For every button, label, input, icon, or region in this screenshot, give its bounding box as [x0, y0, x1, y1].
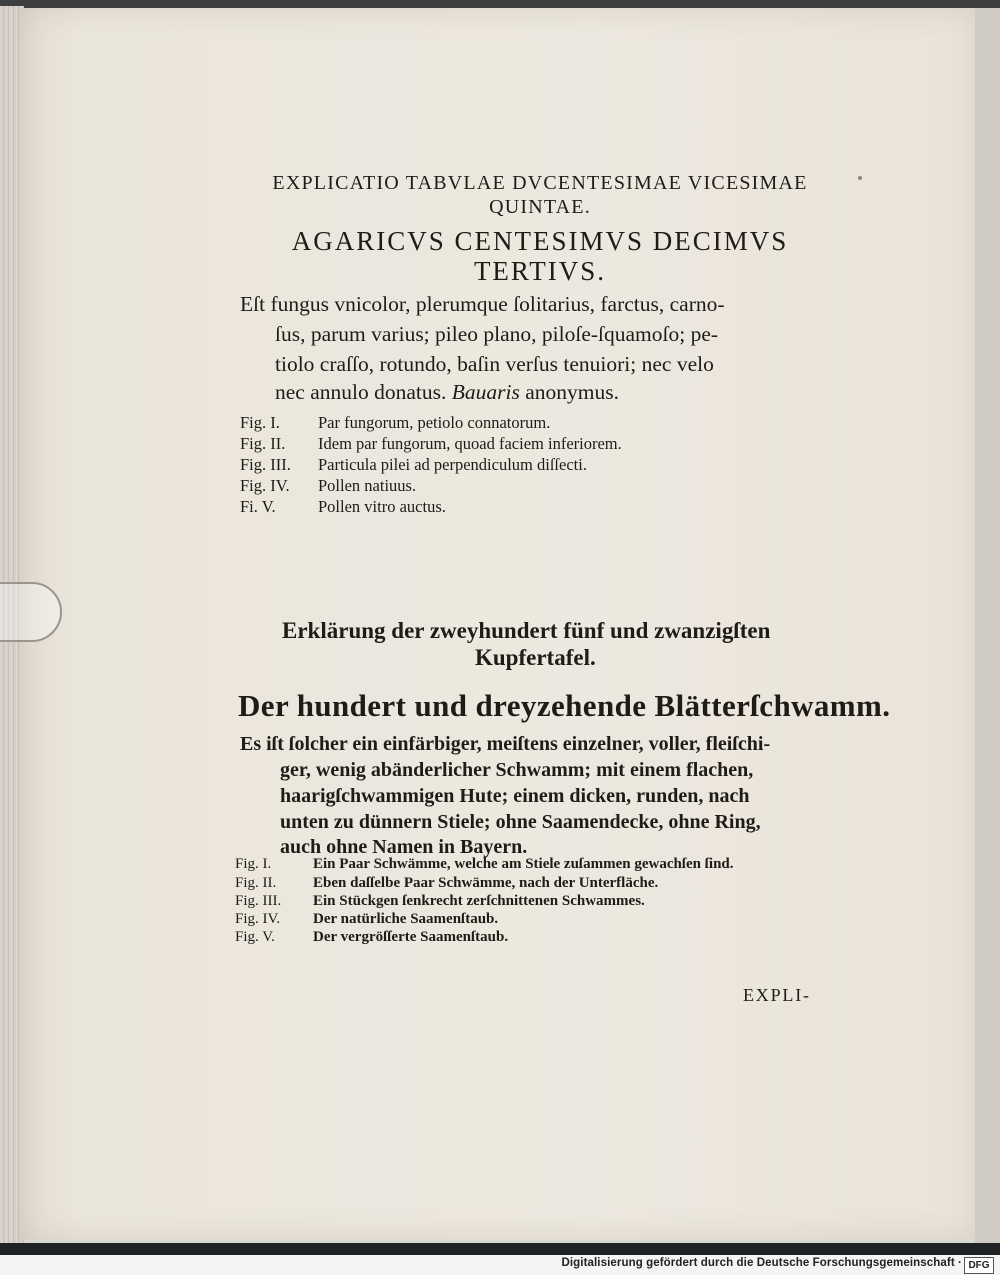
latin-body-line-1: Eſt fungus vnicolor, plerumque ſolitarius, farctus, carno- [240, 292, 725, 316]
german-body-line-4: unten zu dünnern Stiele; ohne Saamendecke, ohne Ring, [280, 811, 761, 833]
german-fig-text: Ein Paar Schwämme, welche am Stiele zuſammen gewachſen ſind. [313, 856, 734, 872]
latin-subtitle-line-2: TERTIVS. [473, 256, 607, 286]
german-fig-text: Der natürliche Saamenſtaub. [313, 911, 499, 927]
german-fig-label: Fig. II. [235, 875, 277, 891]
latin-fig-label: Fig. IV. [240, 476, 290, 495]
latin-fig-label: Fig. I. [240, 413, 280, 432]
latin-fig-label: Fig. II. [240, 434, 286, 453]
funding-notice: Digitalisierung gefördert durch die Deutsche Forschungsgemeinschaft · [561, 1257, 962, 1269]
latin-fig-text: Idem par fungorum, quoad faciem inferiorem. [318, 434, 622, 453]
latin-subtitle-line-1: AGARICVS CENTESIMVS DECIMVS [291, 226, 789, 256]
latin-figure-row [240, 413, 550, 433]
german-fig-label: Fig. V. [235, 929, 275, 945]
book-right-edge [975, 8, 1000, 1243]
german-fig-label: Fig. IV. [235, 911, 281, 927]
latin-figure-row [240, 476, 416, 496]
german-fig-text: Ein Stückgen ſenkrecht zerſchnittenen Schwammes. [313, 893, 645, 909]
catchword: EXPLI- [743, 985, 811, 1005]
german-figure-row [235, 929, 508, 946]
latin-body-line-4 [275, 380, 619, 405]
latin-title-line-1: EXPLICATIO TABVLAE DVCENTESIMAE VICESIMAE [272, 172, 808, 194]
scanner-border-bottom [0, 1243, 1000, 1255]
latin-fig-text: Par fungorum, petiolo connatorum. [318, 413, 551, 432]
latin-body-line-4-text: nec annulo donatus. [275, 380, 447, 404]
german-subtitle: Der hundert und dreyzehende Blätterſchwamm. [238, 688, 891, 723]
latin-figure-row [240, 455, 587, 475]
german-title-line-1: Erklärung der zweyhundert fünf und zwanzigſten [282, 618, 771, 643]
latin-fig-label: Fig. III. [240, 455, 291, 474]
latin-fig-label: Fi. V. [240, 497, 276, 516]
page-clip [0, 582, 62, 642]
dfg-logo: DFG [964, 1257, 994, 1274]
german-figure-row [235, 911, 498, 928]
latin-title-line-2: QUINTAE. [489, 196, 591, 218]
german-figure-row [235, 856, 734, 873]
latin-fig-text: Pollen natiuus. [318, 476, 417, 495]
german-body-line-3: haarigſchwammigen Hute; einem dicken, runden, nach [280, 785, 750, 807]
german-fig-label: Fig. I. [235, 856, 272, 872]
german-title-line-2: Kupfertafel. [475, 645, 596, 670]
latin-body-tail: anonymus. [519, 380, 619, 404]
german-figure-row [235, 893, 645, 910]
scanner-border-top [0, 0, 1000, 8]
german-figure-row [235, 875, 658, 892]
german-fig-text: Eben daſſelbe Paar Schwämme, nach der Unterfläche. [313, 875, 659, 891]
latin-body-line-2: ſus, parum varius; pileo plano, piloſe-ſquamoſo; pe- [275, 322, 719, 346]
german-body-line-2: ger, wenig abänderlicher Schwamm; mit einem flachen, [280, 759, 754, 781]
ink-spot [858, 176, 862, 180]
german-fig-text: Der vergröſſerte Saamenſtaub. [313, 929, 509, 945]
latin-body-line-3: tiolo craſſo, rotundo, baſin verſus tenuiori; nec velo [275, 352, 714, 376]
latin-fig-text: Pollen vitro auctus. [318, 497, 446, 516]
latin-figure-row [240, 497, 446, 517]
latin-body-italic: Bauaris [451, 380, 520, 404]
german-body-line-5: auch ohne Namen in Bayern. [280, 836, 528, 858]
latin-figure-row [240, 434, 622, 454]
german-body-line-1: Es iſt ſolcher ein einfärbiger, meiſtens einzelner, voller, fleiſchi- [240, 733, 771, 755]
german-fig-label: Fig. III. [235, 893, 282, 909]
latin-fig-text: Particula pilei ad perpendiculum diſſecti. [318, 455, 587, 474]
